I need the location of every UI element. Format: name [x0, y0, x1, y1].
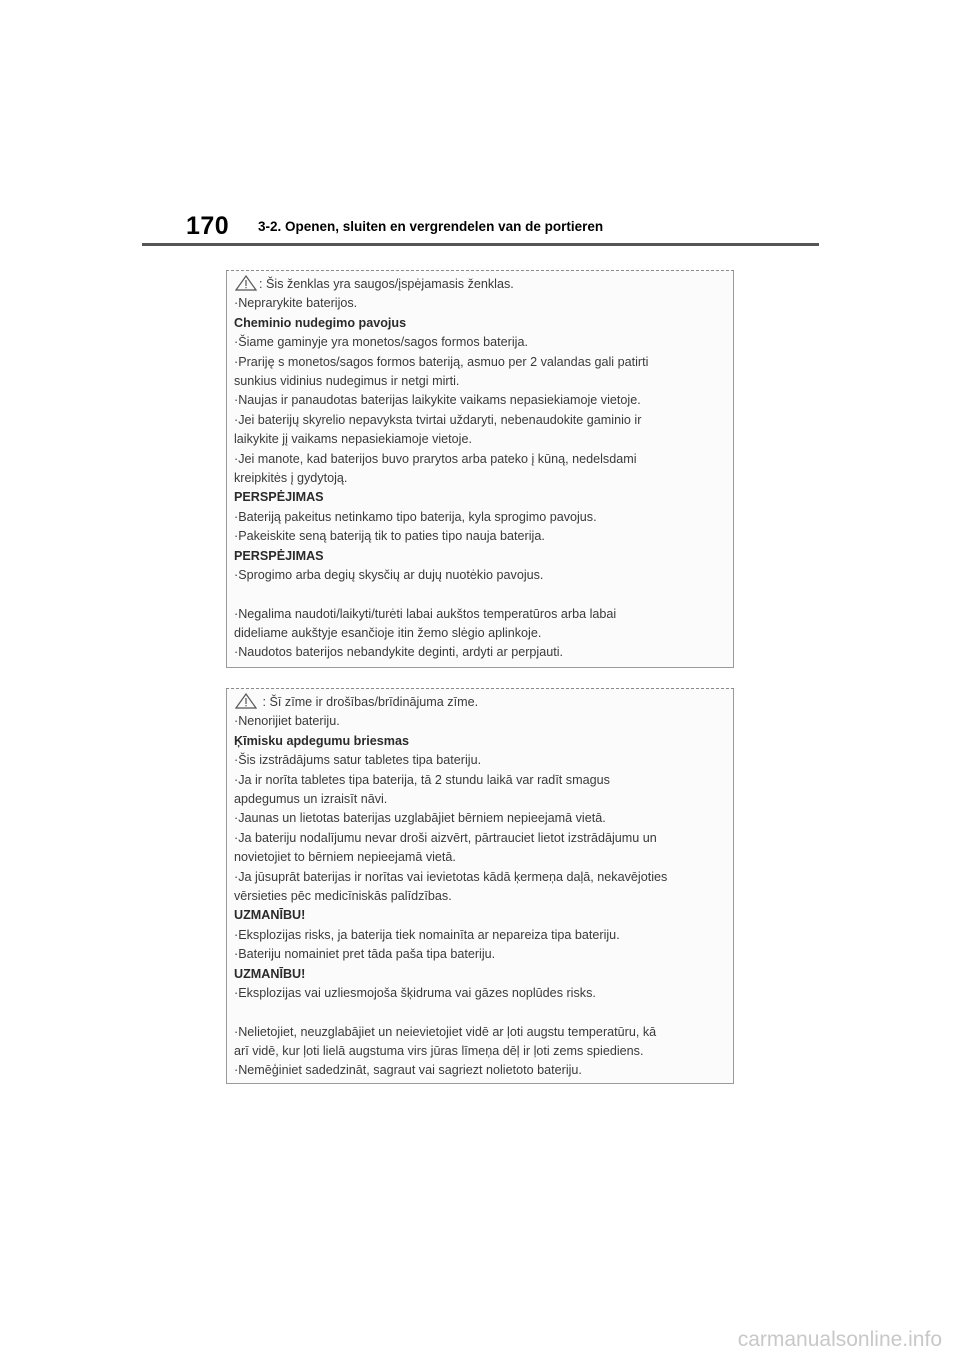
section-title: 3-2. Openen, sluiten en vergrendelen van de portieren: [258, 219, 604, 234]
box-heading: Ķīmisku apdegumu briesmas: [234, 733, 409, 748]
page-number: 170: [186, 212, 230, 240]
box-line: arī vidē, kur ļoti lielā augstuma virs jūras līmeņa dēļ ir ļoti zems spiediens.: [234, 1043, 644, 1058]
box-line: ·Jei baterijų skyrelio nepavyksta tvirtai uždaryti, nebenaudokite gaminio ir: [234, 412, 642, 427]
box-line: apdegumus un izraisīt nāvi.: [234, 792, 388, 807]
warning-symbol-line: [234, 275, 727, 294]
box-line: ·Ja bateriju nodalījumu nevar droši aizvērt, pārtrauciet lietot izstrādājumu un: [234, 830, 657, 845]
box-line: novietojiet to bērniem nepieejamā vietā.: [234, 850, 456, 865]
box-line: vērsieties pēc medicīniskās palīdzības.: [234, 889, 452, 904]
box-line: ·Sprogimo arba degių skysčių ar dujų nuotėkio pavojus.: [234, 568, 544, 583]
blank-line: [234, 1004, 727, 1023]
warning-triangle-icon: [235, 275, 257, 291]
box-line: ·Ja jūsuprāt baterijas ir norītas vai ievietotas kādā ķermeņa daļā, nekavējoties: [234, 869, 668, 884]
warning-symbol-line: [234, 693, 727, 712]
header-divider: [142, 243, 819, 246]
box-line: dideliame aukštyje esančioje itin žemo slėgio aplinkoje.: [234, 625, 542, 640]
box-heading: PERSPĖJIMAS: [234, 490, 324, 505]
box-line: ·Nenorijiet bateriju.: [234, 714, 340, 729]
warning-triangle-icon: [235, 693, 257, 709]
box-line: ·Naujas ir panaudotas baterijas laikykite vaikams nepasiekiamoje vietoje.: [234, 393, 641, 408]
box-line: ·Eksplozijas risks, ja baterija tiek nomainīta ar nepareiza tipa bateriju.: [234, 927, 620, 942]
box-line: ·Naudotos baterijos nebandykite deginti, ardyti ar perpjauti.: [234, 645, 564, 660]
box-line: sunkius vidinius nudegimus ir netgi mirti.: [234, 374, 460, 389]
box-line: ·Pakeiskite seną bateriją tik to paties tipo nauja baterija.: [234, 529, 545, 544]
box-heading: Cheminio nudegimo pavojus: [234, 315, 407, 330]
box-line: kreipkitės į gydytoją.: [234, 471, 348, 486]
box-line: ·Jei manote, kad baterijos buvo prarytos arba pateko į kūną, nedelsdami: [234, 451, 637, 466]
footer-watermark: carmanualsonline.info: [737, 1328, 942, 1351]
box-line: ·Eksplozijas vai uzliesmojoša šķidruma vai gāzes noplūdes risks.: [234, 986, 596, 1001]
box-line: ·Prariję s monetos/sagos formos bateriją, asmuo per 2 valandas gali patirti: [234, 354, 649, 369]
box-line: ·Jaunas un lietotas baterijas uzglabājiet bērniem nepieejamā vietā.: [234, 811, 606, 826]
page-header: [0, 0, 960, 250]
box-line: ·Bateriją pakeitus netinkamo tipo baterija, kyla sprogimo pavojus.: [234, 509, 597, 524]
box-line: ·Nemēģiniet sadedzināt, sagraut vai sagriezt nolietoto bateriju.: [234, 1063, 582, 1078]
box-line: ·Bateriju nomainiet pret tāda paša tipa bateriju.: [234, 947, 496, 962]
box-line: ·Negalima naudoti/laikyti/turėti labai aukštos temperatūros arba labai: [234, 606, 617, 621]
warning-box-lithuanian: [226, 270, 734, 668]
warning-box-latvian: [226, 688, 734, 1084]
box-line: : Šis ženklas yra saugos/įspėjamasis ženklas.: [259, 277, 514, 291]
box-line: ·Nelietojiet, neuzglabājiet un neievietojiet vidē ar ļoti augstu temperatūru, kā: [234, 1024, 657, 1039]
box-line: : Šī zīme ir drošības/brīdinājuma zīme.: [259, 695, 479, 709]
blank-line: [234, 586, 727, 605]
box-line: ·Neprarykite baterijos.: [234, 296, 358, 311]
box-line: ·Ja ir norīta tabletes tipa baterija, tā 2 stundu laikā var radīt smagus: [234, 772, 610, 787]
box-line: ·Šiame gaminyje yra monetos/sagos formos baterija.: [234, 335, 528, 350]
box-line: ·Šis izstrādājums satur tabletes tipa bateriju.: [234, 753, 482, 768]
box-line: laikykite jį vaikams nepasiekiamoje vietoje.: [234, 432, 472, 447]
box-heading: PERSPĖJIMAS: [234, 548, 324, 563]
box-heading: UZMANĪBU!: [234, 908, 306, 923]
box-heading: UZMANĪBU!: [234, 966, 306, 981]
